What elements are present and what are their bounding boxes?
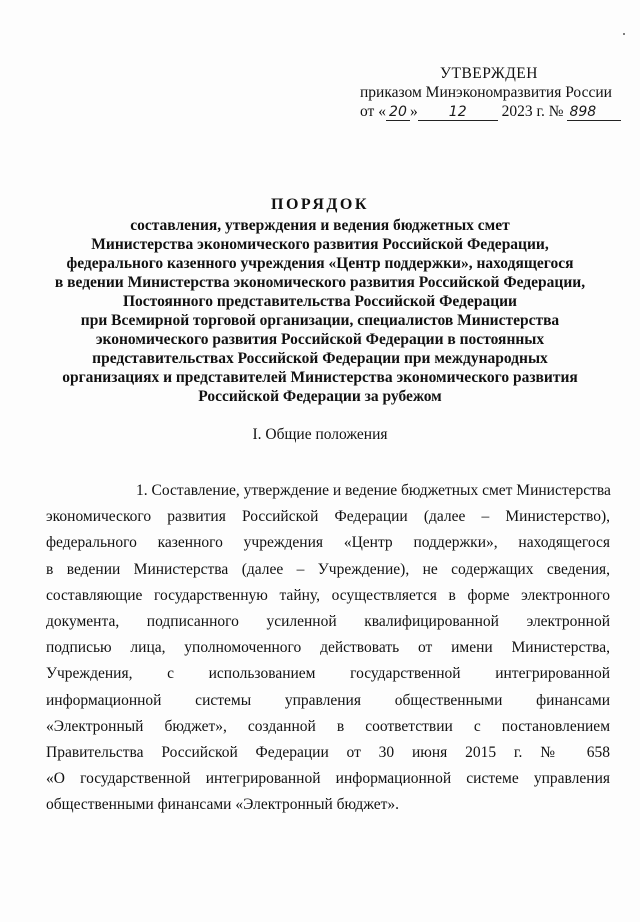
paragraph-line: документа, подписанного усиленной квалифицированной электронной [46, 612, 610, 630]
paragraph-line: Правительства Российской Федерации от 30 июня 2015 г. № 658 [46, 743, 610, 761]
paragraph-line: «Электронный бюджет», созданной в соответствии с постановлением [46, 717, 610, 735]
paragraph-line: 1. Составление, утверждение и ведение бюджетных смет Министерства [136, 482, 611, 499]
paragraph-line: общественными финансами «Электронный бюджет». [46, 796, 400, 814]
paragraph-line: экономического развития Российской Федерации (далее – Министерство), [46, 508, 610, 526]
paragraph-line: «О государственной интегрированной информационной системе управления [46, 770, 610, 788]
approval-date-line [360, 102, 630, 121]
document-title-block [40, 195, 600, 406]
scan-artifact [623, 33, 625, 35]
title-line: составления, утверждения и ведения бюджетных смет [130, 217, 510, 234]
document-title: ПОРЯДОК [271, 196, 369, 213]
title-line: в ведении Министерства экономического развития Российской Федерации, [54, 274, 586, 291]
title-line: организациях и представителей Министерства экономического развития [62, 369, 578, 386]
handwritten-order-number: 898 [567, 105, 621, 121]
paragraph-1 [46, 478, 611, 818]
paragraph-line: федерального казенного учреждения «Центр поддержки», находящегося [46, 534, 610, 552]
title-line: Российской Федерации за рубежом [198, 388, 442, 405]
title-line: экономического развития Российской Федерации в постоянных [95, 331, 545, 348]
title-line: представительствах Российской Федерации при международных [92, 350, 548, 367]
handwritten-day: 20 [386, 105, 410, 121]
section-heading: I. Общие положения [252, 426, 388, 443]
date-day-close: » [409, 103, 418, 120]
title-line: Министерства экономического развития Российской Федерации, [91, 236, 549, 253]
paragraph-line: информационной системы управления общественными финансами [46, 691, 610, 709]
approval-stamp-block [360, 64, 630, 121]
approval-order-text: приказом Минэкономразвития России [360, 84, 612, 101]
paragraph-line: в ведении Министерства (далее – Учреждение), не содержащих сведения, [46, 560, 610, 578]
approved-label: УТВЕРЖДЕН [440, 65, 538, 82]
title-line: Постоянного представительства Российской Федерации [123, 293, 517, 310]
handwritten-month: 12 [418, 105, 498, 121]
date-prefix: от « [360, 103, 386, 120]
paragraph-line: составляющие государственную тайну, осуществляется в форме электронного [46, 586, 610, 604]
paragraph-line: Учреждения, с использованием государственной интегрированной [46, 665, 610, 683]
title-line: при Всемирной торговой организации, специалистов Министерства [80, 312, 560, 329]
paragraph-line: подписью лица, уполномоченного действовать от имени Министерства, [46, 639, 610, 657]
title-line: федерального казенного учреждения «Центр поддержки», находящегося [66, 255, 574, 272]
date-year-text: 2023 г. № [501, 103, 564, 120]
